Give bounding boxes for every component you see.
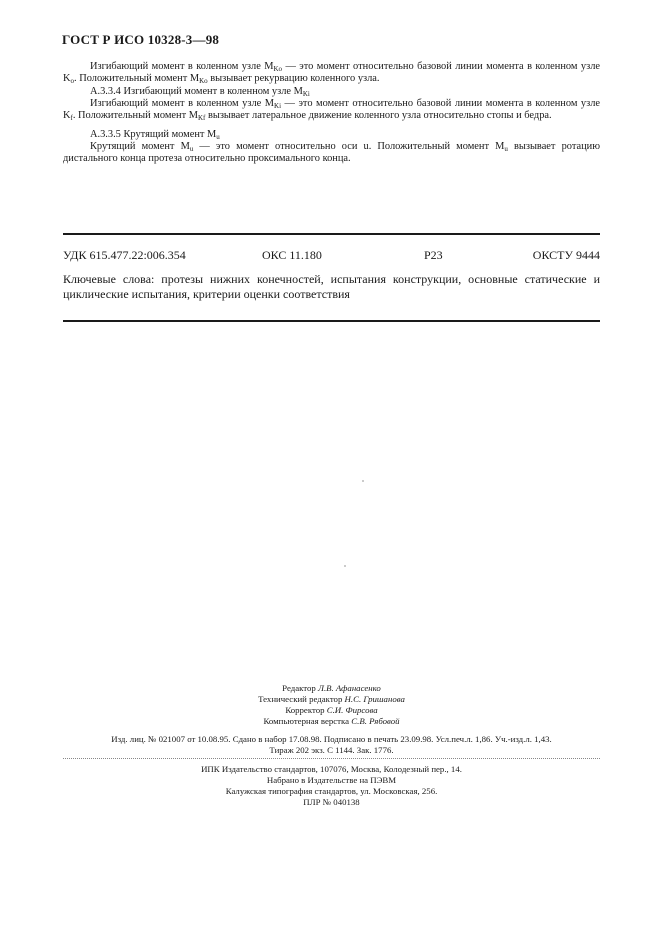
- credit-tech-editor: Технический редактор Н.С. Гришанова: [258, 694, 405, 704]
- p-code: Р23: [424, 248, 443, 262]
- publisher-line-1: ИПК Издательство стандартов, 107076, Москва, Колодезный пер., 14.: [201, 764, 462, 774]
- paragraph-knee-moment-ko: Изгибающий момент в коленном узле $M_{Ko}$ — это момент относительно базовой линии момента в коленном узле $K_o$. Положительный момент $M_{Ko}$ вызывает рекурвацию коленного узла.: [63, 61, 600, 86]
- section-heading-a335: A.3.3.5 Крутящий момент $M_u$: [90, 129, 220, 141]
- imprint-divider: [63, 758, 600, 759]
- publisher-line-3: Калужская типография стандартов, ул. Московская, 256.: [225, 786, 438, 796]
- credit-editor: Редактор Л.В. Афанасенко: [282, 683, 381, 693]
- paragraph-knee-moment-ki: Изгибающий момент в коленном узле $M_{Ki}$ — это момент относительно базовой линии момента в коленном узле $K_f$. Положительный момент $M_{Kf}$ вызывает латеральное движение коленного узла относительно стопы и бедра.: [63, 98, 601, 123]
- publisher-line-2: Набрано в Издательстве на ПЭВМ: [266, 775, 397, 785]
- classification-row: [63, 248, 600, 262]
- section-heading-a334: A.3.3.4 Изгибающий момент в коленном узле $M_{Ki}$: [90, 86, 310, 98]
- top-divider: [63, 233, 600, 235]
- paragraph-torque-mu: Крутящий момент $M_u$ — это момент относительно оси u. Положительный момент $M_u$ вызывает ротацию дистального конца протеза относительно проксимального конца.: [63, 141, 600, 165]
- okstu-code: ОКСТУ 9444: [532, 248, 600, 262]
- credit-corrector: Корректор С.И. Фирсова: [285, 705, 378, 715]
- document-code-header: ГОСТ Р ИСО 10328-3—98: [62, 32, 220, 47]
- imprint-line-1: Изд. лиц. № 021007 от 10.08.95. Сдано в набор 17.08.98. Подписано в печать 23.09.98. Усл.печ.л. 1,86. Уч.-изд.л. 1,43.: [111, 734, 552, 744]
- credit-layout: Компьютерная верстка С.В. Рябовой: [263, 716, 400, 726]
- publisher-line-4: ПЛР № 040138: [303, 797, 360, 807]
- oks-code: ОКС 11.180: [262, 248, 322, 262]
- udk-code: УДК 615.477.22:006.354: [63, 248, 186, 262]
- bottom-divider: [63, 320, 600, 322]
- keywords: Ключевые слова: протезы нижних конечностей, испытания конструкции, основные статические и циклические испытания, критерии оценки соответствия: [63, 272, 600, 301]
- imprint-line-2: Тираж 202 экз. С 1144. Зак. 1776.: [269, 745, 394, 755]
- scan-speck: [362, 480, 364, 482]
- scan-speck: [344, 565, 346, 567]
